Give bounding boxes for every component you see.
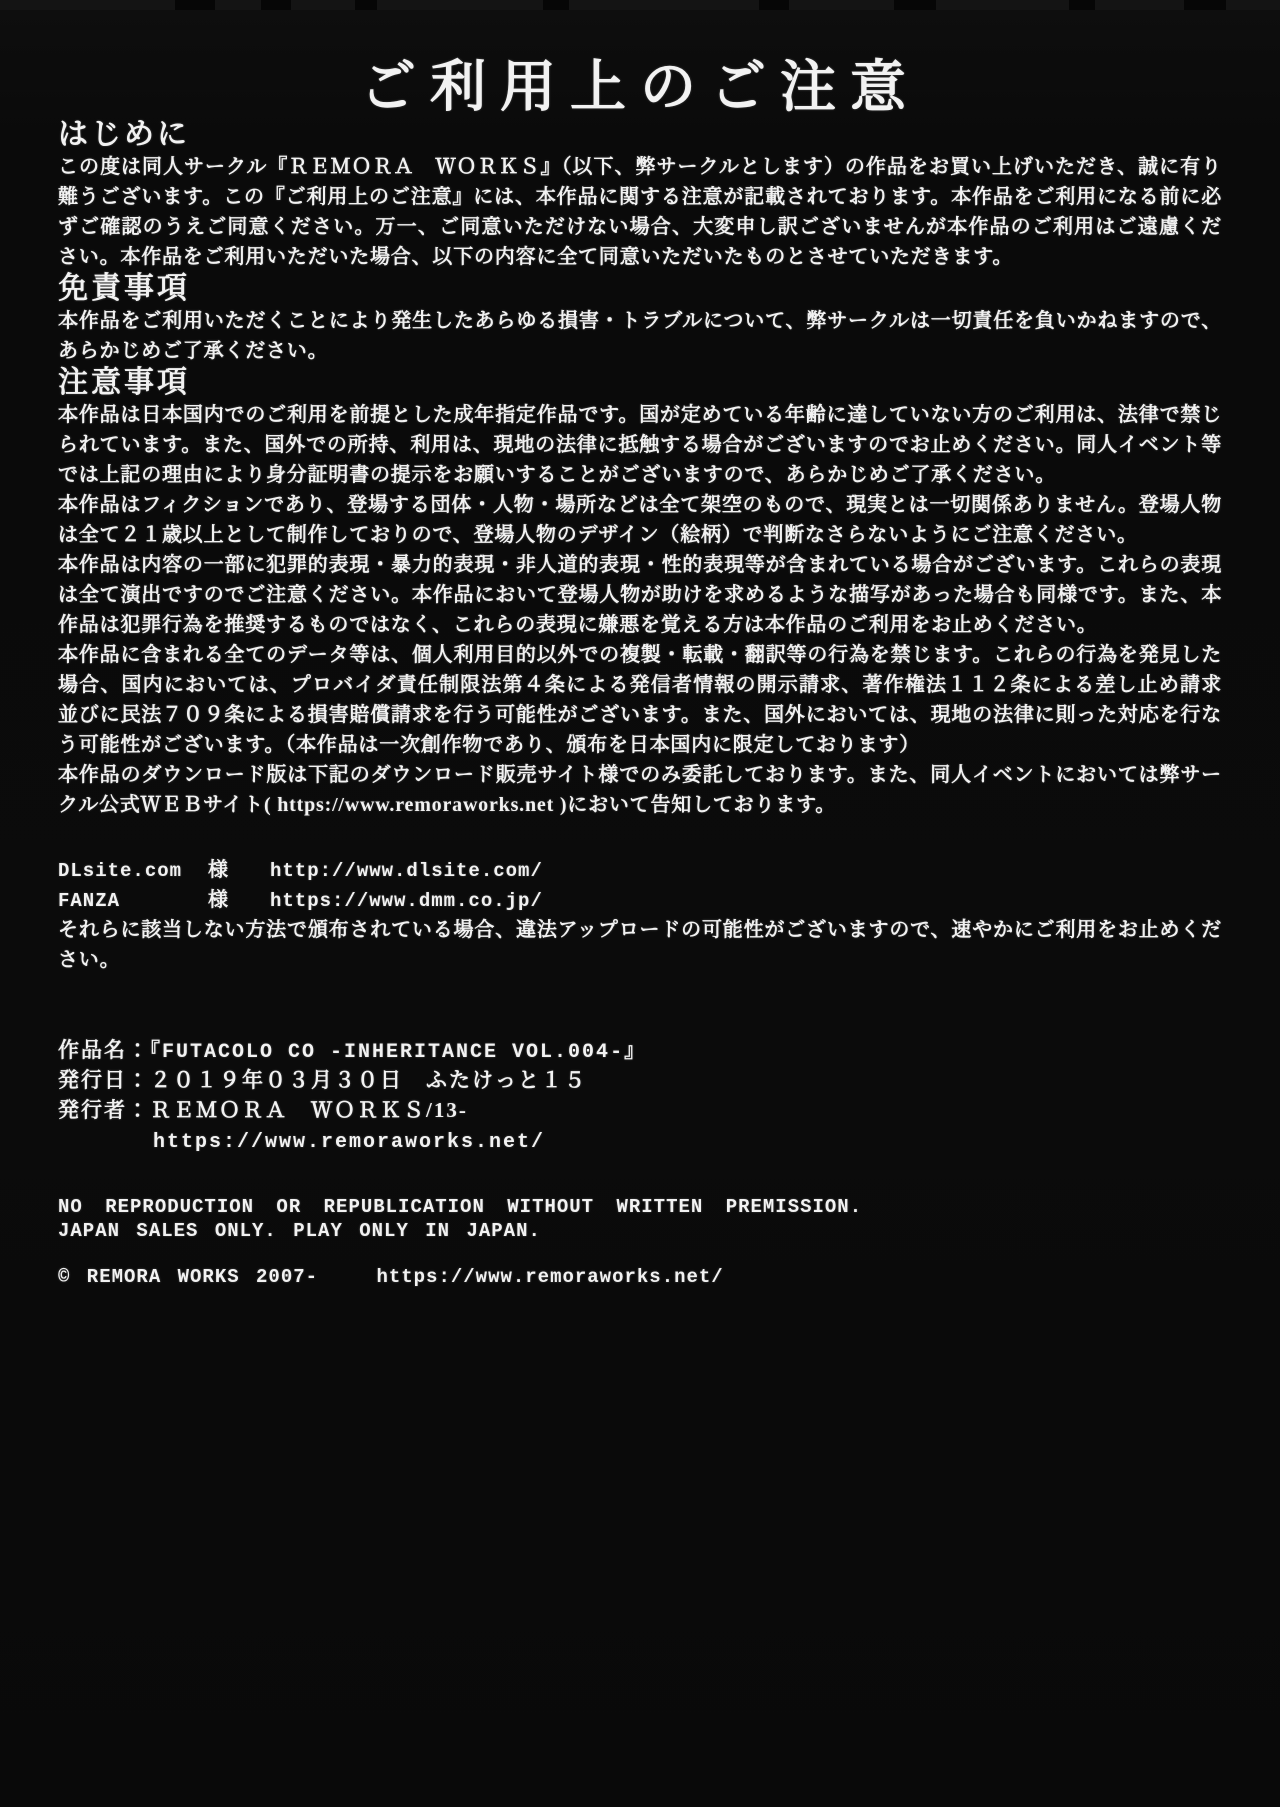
notes-paragraph-expressions: 本作品は内容の一部に犯罪的表現・暴力的表現・非人道的表現・性的表現等が含まれている場合がございます。これらの表現は全て演出ですのでご注意ください。本作品において登場人物が助けを求めるような描写があった場合も同様です。また、本作品は犯罪行為を推奨するものではなく、これらの表現に嫌悪を覚える方は本作品のご利用をお止めください。 bbox=[58, 554, 1222, 636]
colophon-work-title-row bbox=[58, 1035, 1222, 1065]
work-title-value: 『FUTACOLO CO -INHERITANCE VOL.004-』 bbox=[150, 1041, 647, 1064]
copyright-text: © REMORA WORKS 2007- bbox=[58, 1266, 319, 1288]
colophon-publish-date-row bbox=[58, 1065, 1222, 1095]
notes-paragraph-fiction: 本作品はフィクションであり、登場する団体・人物・場所などは全て架空のもので、現実とは一切関係ありません。登場人物は全て２１歳以上として制作しておりので、登場人物のデザイン（絵柄）で判断なさらないようにご注意ください。 bbox=[58, 494, 1222, 546]
site-url-dlsite[interactable]: http://www.dlsite.com/ bbox=[270, 860, 543, 882]
page-title: ご利用上のご注意 bbox=[360, 57, 920, 119]
section-heading-disclaimer: 免責事項 bbox=[58, 272, 190, 305]
publisher-label: 発行者： bbox=[58, 1098, 150, 1122]
work-title-label: 作品名： bbox=[58, 1038, 150, 1062]
site-url-fanza[interactable]: https://www.dmm.co.jp/ bbox=[270, 890, 543, 912]
site-name: FANZA bbox=[58, 890, 121, 912]
japan-sales-only-notice: JAPAN SALES ONLY. PLAY ONLY IN JAPAN. bbox=[58, 1220, 541, 1242]
notes-paragraph-copyright: 本作品に含まれる全てのデータ等は、個人利用目的以外での複製・転載・翻訳等の行為を禁じます。これらの行為を発見した場合、国内においては、プロバイダ責任制限法第４条による発信者情報の開示請求、著作権法１１２条による差し止め請求並びに民法７０９条による損害賠償請求を行う可能性がございます。また、国外においては、現地の法律に則った対応を行なう可能性がございます。（本作品は一次創作物であり、頒布を日本国内に限定しております） bbox=[58, 644, 1222, 756]
copyright-row bbox=[58, 1265, 1222, 1289]
colophon-publisher-row bbox=[58, 1095, 1222, 1125]
publisher-value: ＲＥＭＯＲＡ ＷＯＲＫＳ/13- bbox=[150, 1098, 468, 1122]
intro-paragraph: この度は同人サークル『ＲＥＭＯＲＡ ＷＯＲＫＳ』（以下、弊サークルとします）の作品をお買い上げいただき、誠に有り難うございます。この『ご利用上のご注意』には、本作品に関する注意が記載されております。本作品をご利用になる前に必ずご確認のうえご同意ください。万一、ご同意いただけない場合、大変申し訳ございませんが本作品のご利用はご遠慮ください。本作品をご利用いただいた場合、以下の内容に全て同意いただいたものとさせていただきます。 bbox=[58, 156, 1222, 268]
colophon bbox=[58, 1035, 1222, 1155]
site-name: DLsite.com bbox=[58, 860, 183, 882]
publish-date-value: ２０１９年０３月３０日 ふたけっと１５ bbox=[150, 1068, 587, 1092]
notes-paragraph-age-restriction: 本作品は日本国内でのご利用を前提とした成年指定作品です。国が定めている年齢に達していない方のご利用は、法律で禁じられています。また、国外での所持、利用は、現地の法律に抵触する場合がございますのでお止めください。同人イベント等では上記の理由により身分証明書の提示をお願いすることがございますので、あらかじめご了承ください。 bbox=[58, 404, 1222, 486]
distribution-site-row-dlsite bbox=[58, 855, 1222, 885]
illegal-upload-warning-paragraph: それらに該当しない方法で頒布されている場合、違法アップロードの可能性がございますので、速やかにご利用をお止めください。 bbox=[58, 919, 1222, 971]
section-heading-notes: 注意事項 bbox=[58, 366, 190, 399]
site-honorific: 様 bbox=[208, 859, 229, 881]
publish-date-label: 発行日： bbox=[58, 1068, 150, 1092]
section-heading-intro: はじめに bbox=[58, 118, 190, 151]
no-reproduction-notice: NO REPRODUCTION OR REPUBLICATION WITHOUT WRITTEN PREMISSION. bbox=[58, 1196, 863, 1218]
notes-paragraph-download: 本作品のダウンロード版は下記のダウンロード販売サイト様でのみ委託しております。また、同人イベントにおいては弊サークル公式ＷＥＢサイト( https://www.remoraworks.net )において告知しております。 bbox=[58, 764, 1222, 816]
disclaimer-paragraph: 本作品をご利用いただくことにより発生したあらゆる損害・トラブルについて、弊サークルは一切責任を負いかねますので、あらかじめご了承ください。 bbox=[58, 310, 1222, 362]
colophon-url-row bbox=[58, 1125, 1222, 1155]
distribution-site-list bbox=[58, 855, 1222, 915]
publisher-url[interactable]: https://www.remoraworks.net/ bbox=[153, 1131, 546, 1154]
distribution-site-row-fanza bbox=[58, 885, 1222, 915]
footer-english-notice bbox=[58, 1195, 1222, 1289]
copyright-url[interactable]: https://www.remoraworks.net/ bbox=[376, 1266, 724, 1288]
site-honorific: 様 bbox=[208, 889, 229, 911]
